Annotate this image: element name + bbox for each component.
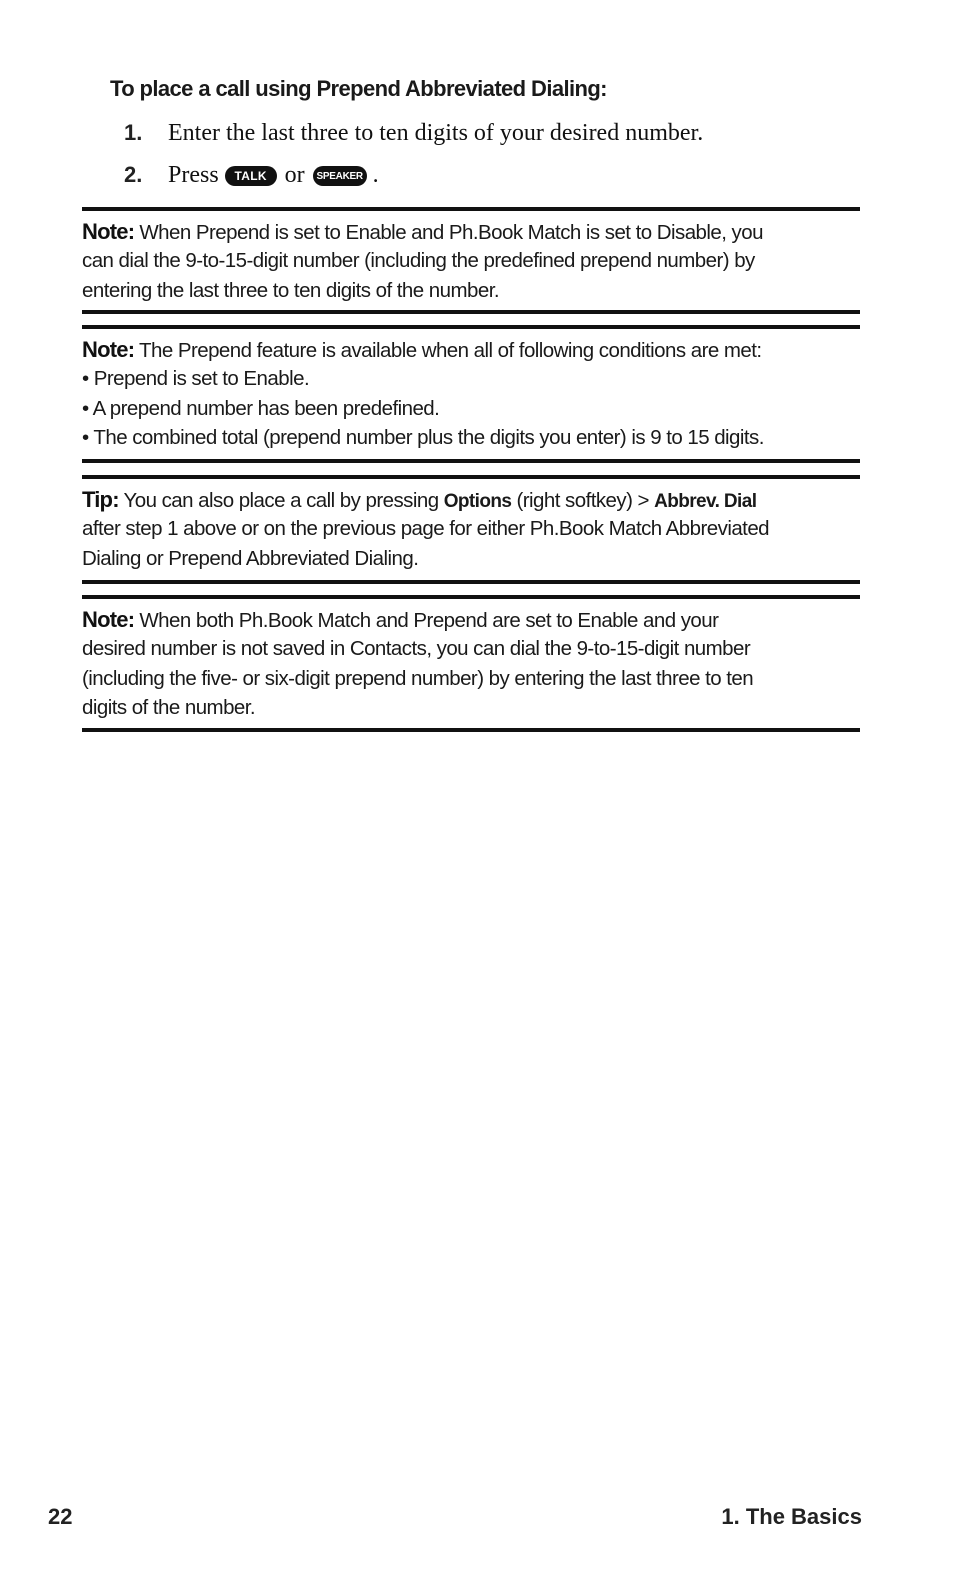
bullet-item: • The combined total (prepend number plus the digits you enter) is 9 to 15 digits. (82, 425, 764, 449)
note-line (82, 335, 860, 364)
tip-label: Tip: (82, 487, 119, 512)
page-number: 22 (48, 1504, 73, 1529)
note-text: When Prepend is set to Enable and Ph.Book Match is set to Disable, you (139, 221, 763, 244)
section-title: 1. The Basics (721, 1504, 862, 1529)
note-line (82, 217, 860, 246)
note-label: Note: (82, 337, 135, 362)
note-box-3 (82, 595, 860, 732)
step-number: 1. (124, 120, 143, 145)
step-1 (124, 116, 703, 150)
step-text: Enter the last three to ten digits of your desired number. (168, 119, 704, 146)
note-text: When both Ph.Book Match and Prepend are set to Enable and your (139, 609, 719, 632)
step-text (168, 162, 379, 189)
tip-text: You can also place a call by pressing (123, 489, 439, 512)
tip-box (82, 475, 860, 584)
note-line: can dial the 9-to-15-digit number (including the predefined prepend number) by (82, 249, 755, 273)
bullet-item: • Prepend is set to Enable. (82, 367, 310, 391)
note-text: The Prepend feature is available when all of following conditions are met: (139, 339, 762, 362)
tip-line: Dialing or Prepend Abbreviated Dialing. (82, 546, 419, 570)
note-line: desired number is not saved in Contacts, you can dial the 9-to-15-digit number (82, 637, 751, 661)
step-prefix: Press (168, 161, 219, 188)
tip-line (82, 485, 860, 514)
talk-key-icon: TALK (225, 166, 277, 186)
tip-text: (right softkey) > (516, 489, 649, 512)
note-label: Note: (82, 607, 135, 632)
section-heading: To place a call using Prepend Abbreviated Dialing: (110, 76, 607, 101)
tip-line: after step 1 above or on the previous page for either Ph.Book Match Abbreviated (82, 517, 770, 541)
note-line: digits of the number. (82, 695, 256, 719)
abbrev-dial-menu-label: Abbrev. Dial (654, 491, 757, 512)
note-label: Note: (82, 219, 135, 244)
options-softkey-label: Options (443, 491, 512, 512)
note-box-1 (82, 207, 860, 314)
step-conjunction: or (284, 161, 305, 188)
note-line: (including the five- or six-digit prepend number) by entering the last three to ten (82, 666, 754, 690)
speaker-key-icon: SPEAKER (313, 166, 367, 186)
note-line: entering the last three to ten digits of the number. (82, 278, 499, 302)
note-line (82, 605, 860, 634)
bullet-item: • A prepend number has been predefined. (82, 396, 440, 420)
step-2 (124, 158, 379, 192)
note-box-2 (82, 325, 860, 463)
step-number: 2. (124, 162, 143, 187)
step-suffix: . (372, 161, 379, 188)
